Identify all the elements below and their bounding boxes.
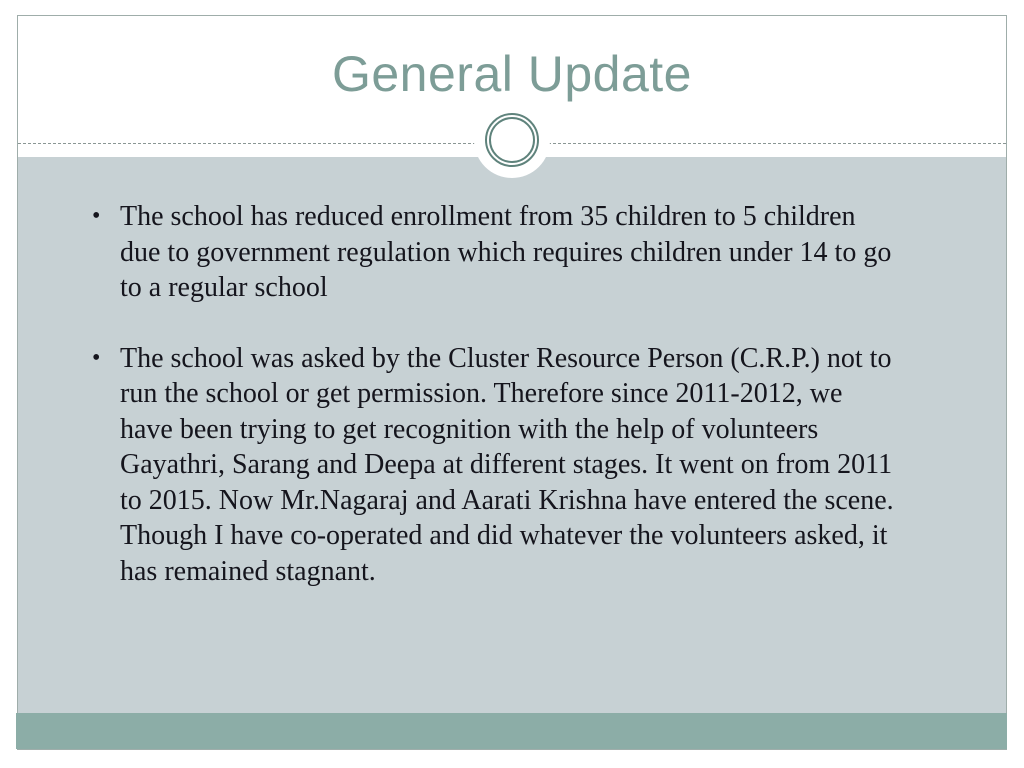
- presentation-slide: [17, 15, 1007, 750]
- slide-body: [18, 157, 1006, 713]
- bullet-list: [78, 199, 902, 589]
- bottom-accent-band: [16, 713, 1007, 749]
- slide-title: General Update: [331, 45, 692, 102]
- bullet-item-recognition: • The school was asked by the Cluster Resource Person (C.R.P.) not to run the school or get permission. Therefore since 2011-2012, we have been trying to get recognition with the help of volunteers Gayathri, Sarang and Deepa at different stages. It went on from 2011 to 2015. Now Mr.Nagaraj and Aarati Krishna have entered the scene. Though I have co-operated and did whatever the volunteers asked, it has remained stagnant.: [78, 341, 902, 590]
- bullet-item-enrollment: • The school has reduced enrollment from 35 children to 5 children due to government regulation which requires children under 14 to go to a regular school: [78, 199, 902, 306]
- circle-ornament-icon: [485, 113, 539, 167]
